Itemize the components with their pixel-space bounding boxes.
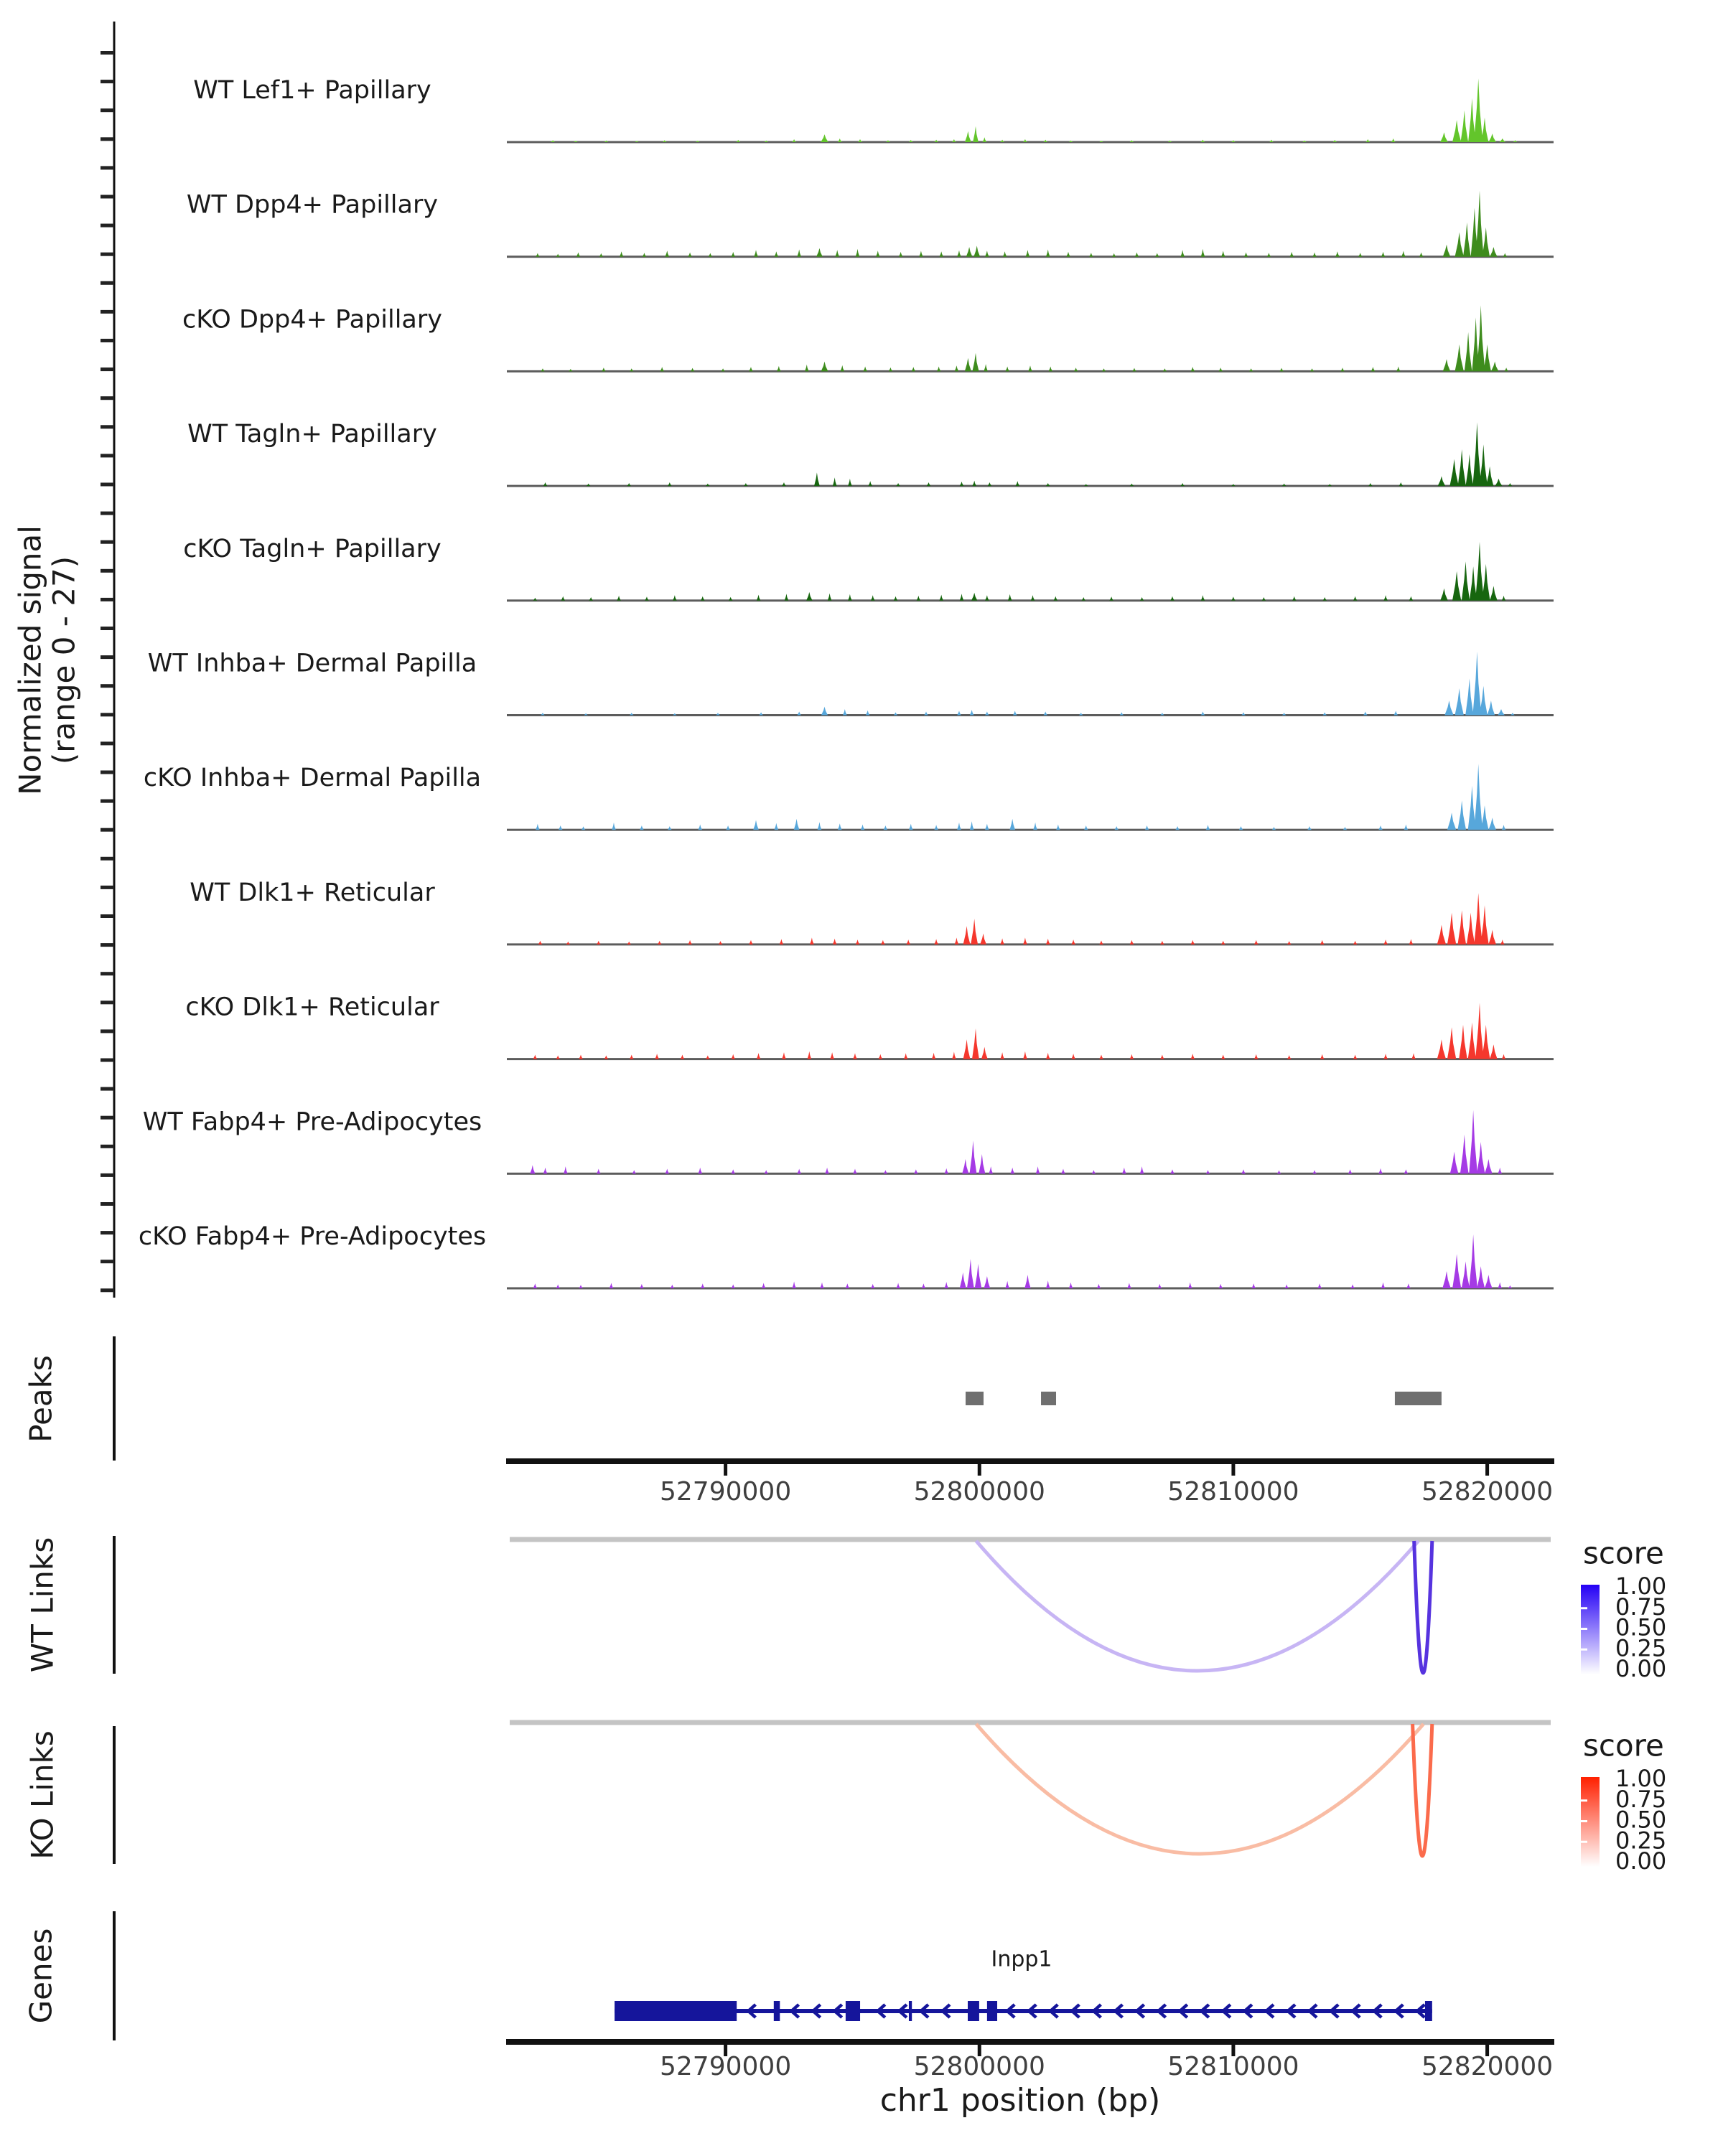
track-label: WT Tagln+ Papillary — [187, 420, 437, 449]
signal-track-area — [533, 542, 1506, 601]
track-baseline — [507, 1173, 1554, 1175]
signal-y-axis-tick — [101, 512, 114, 515]
track-label: cKO Dlk1+ Reticular — [185, 993, 439, 1022]
peak-interval-box — [1395, 1392, 1442, 1405]
signal-y-axis-tick — [101, 281, 114, 285]
gene-name-label: Inpp1 — [991, 1946, 1052, 1972]
score-colorbar-tick — [1581, 1820, 1587, 1822]
signal-y-axis-line — [113, 22, 116, 1298]
y-axis-title-line1: Normalized signal — [12, 525, 48, 795]
signal-y-axis-tick — [101, 741, 114, 745]
signal-track-area — [536, 764, 1505, 830]
signal-track-area — [541, 652, 1515, 716]
signal-y-axis-tick — [101, 483, 114, 487]
x-axis-2-tick-label: 52810000 — [1167, 2052, 1299, 2081]
track-label: WT Dlk1+ Reticular — [190, 878, 435, 907]
gene-exon-box — [615, 2001, 737, 2021]
genes-section-label: Genes — [23, 1928, 59, 2024]
wt-score-legend-tick-label: 1.00 — [1615, 1573, 1667, 1600]
signal-y-axis-tick — [101, 108, 114, 112]
signal-y-axis-tick — [101, 224, 114, 228]
score-colorbar-tick — [1581, 1607, 1587, 1609]
wt-score-legend-tick-label: 0.25 — [1615, 1634, 1667, 1662]
gene-exon-box — [987, 2001, 997, 2021]
wt-links-section-label: WT Links — [24, 1537, 60, 1673]
peak-interval-box — [1041, 1392, 1056, 1405]
wt-score-legend-title: score — [1583, 1535, 1664, 1571]
track-label: WT Lef1+ Papillary — [193, 76, 431, 105]
track-baseline — [507, 829, 1554, 831]
signal-y-axis-tick — [101, 627, 114, 630]
signal-y-axis-tick — [101, 972, 114, 975]
x-axis-2-tick-label: 52820000 — [1421, 2052, 1554, 2081]
x-axis-2-line — [506, 2039, 1554, 2045]
ko-links-bracket — [113, 1726, 116, 1864]
signal-track-area — [533, 1003, 1506, 1059]
signal-track-area — [543, 423, 1513, 487]
y-axis-title-line2: (range 0 - 27) — [46, 556, 82, 765]
signal-y-axis-tick — [101, 454, 114, 457]
x-axis-1-tick-label: 52800000 — [913, 1477, 1045, 1506]
score-colorbar-tick — [1581, 1799, 1587, 1801]
link-arc — [1413, 1724, 1432, 1856]
signal-y-axis-tick — [101, 396, 114, 400]
signal-y-axis-tick — [101, 1202, 114, 1206]
x-axis-1-tick — [724, 1464, 727, 1476]
ko-score-legend-tick-label: 0.50 — [1615, 1806, 1667, 1834]
track-baseline — [507, 485, 1554, 487]
genes-bracket — [113, 1911, 116, 2040]
peaks-section-label: Peaks — [23, 1355, 59, 1443]
track-baseline — [507, 599, 1554, 601]
track-label: cKO Tagln+ Papillary — [183, 534, 442, 563]
track-label: WT Inhba+ Dermal Papilla — [147, 649, 477, 678]
signal-y-axis-tick — [101, 828, 114, 832]
signal-y-axis-tick — [101, 598, 114, 601]
ko-score-legend-tick-label: 1.00 — [1615, 1765, 1667, 1792]
signal-y-axis-tick — [101, 540, 114, 544]
x-axis-2-tick-label: 52800000 — [913, 2052, 1045, 2081]
score-colorbar-tick — [1581, 1649, 1587, 1651]
signal-y-axis-tick — [101, 80, 114, 83]
wt-score-legend-tick-label: 0.00 — [1615, 1655, 1667, 1682]
signal-y-axis-tick — [101, 1260, 114, 1263]
signal-y-axis-tick — [101, 1231, 114, 1234]
track-label: cKO Inhba+ Dermal Papilla — [143, 764, 482, 793]
signal-y-axis-tick — [101, 886, 114, 889]
track-label: WT Fabp4+ Pre-Adipocytes — [142, 1107, 482, 1137]
track-label: cKO Dpp4+ Papillary — [182, 305, 442, 334]
x-axis-1-tick — [1231, 1464, 1235, 1476]
signal-y-axis-tick — [101, 1288, 114, 1292]
signal-y-axis-tick — [101, 137, 114, 141]
score-colorbar-tick — [1581, 1841, 1587, 1843]
x-axis-1-tick-label: 52810000 — [1167, 1477, 1299, 1506]
signal-y-axis-tick — [101, 1145, 114, 1148]
signal-y-axis-tick — [101, 655, 114, 659]
track-label: WT Dpp4+ Papillary — [186, 190, 439, 220]
signal-y-axis-tick — [101, 339, 114, 342]
signal-y-axis-tick — [101, 800, 114, 803]
x-axis-1-tick-label: 52790000 — [659, 1477, 792, 1506]
wt-score-legend-tick-label: 0.75 — [1615, 1593, 1667, 1621]
track-baseline — [507, 1058, 1554, 1060]
signal-y-axis-tick — [101, 166, 114, 169]
gene-exon-box — [1425, 2001, 1432, 2021]
track-baseline — [507, 256, 1554, 258]
signal-y-axis-tick — [101, 425, 114, 428]
signal-y-axis-tick — [101, 569, 114, 573]
x-axis-2-tick-label: 52790000 — [659, 2052, 792, 2081]
x-axis-1-tick-label: 52820000 — [1421, 1477, 1554, 1506]
signal-y-axis-tick — [101, 857, 114, 861]
signal-track-area — [541, 305, 1508, 371]
peaks-bracket — [113, 1336, 116, 1461]
wt-links-bracket — [113, 1536, 116, 1674]
signal-track-area — [530, 1110, 1502, 1174]
signal-track-area — [536, 191, 1507, 257]
link-arc — [976, 1541, 1419, 1671]
ko-score-legend-tick-label: 0.25 — [1615, 1827, 1667, 1855]
x-axis-1-tick — [978, 1464, 981, 1476]
signal-y-axis-tick — [101, 1059, 114, 1062]
signal-y-axis-tick — [101, 943, 114, 947]
signal-y-axis-tick — [101, 1087, 114, 1091]
gene-exon-box — [774, 2001, 780, 2021]
signal-y-axis-tick — [101, 1116, 114, 1120]
signal-y-axis-tick — [101, 771, 114, 774]
link-arc — [1414, 1541, 1432, 1673]
gene-exon-box — [968, 2001, 979, 2021]
track-baseline — [507, 943, 1554, 945]
signal-y-axis-tick — [101, 914, 114, 918]
ko-score-legend-tick-label: 0.75 — [1615, 1785, 1667, 1813]
signal-y-axis-tick — [101, 684, 114, 688]
links-baseline — [510, 1537, 1551, 1542]
ko-score-legend-title: score — [1583, 1728, 1664, 1763]
signal-y-axis-tick — [101, 1173, 114, 1177]
signal-track-area — [538, 893, 1505, 945]
track-label: cKO Fabp4+ Pre-Adipocytes — [138, 1222, 487, 1251]
signal-y-axis-tick — [101, 195, 114, 199]
gene-exon-box — [909, 2001, 912, 2021]
signal-y-axis-tick — [101, 1029, 114, 1033]
link-arc — [976, 1724, 1424, 1854]
signal-y-axis-tick — [101, 1000, 114, 1004]
x-axis-1-line — [506, 1458, 1554, 1464]
signal-y-axis-tick — [101, 51, 114, 55]
peak-interval-box — [966, 1392, 984, 1405]
signal-y-axis-tick — [101, 713, 114, 716]
signal-y-axis-tick — [101, 253, 114, 256]
signal-track-area — [551, 78, 1517, 142]
links-baseline — [510, 1720, 1551, 1725]
ko-score-legend-tick-label: 0.00 — [1615, 1847, 1667, 1875]
x-axis-1-tick — [1485, 1464, 1489, 1476]
ko-links-section-label: KO Links — [24, 1730, 60, 1860]
gene-exon-box — [846, 2001, 860, 2021]
score-colorbar-tick — [1581, 1628, 1587, 1630]
signal-y-axis-tick — [101, 367, 114, 371]
signal-y-axis-tick — [101, 310, 114, 314]
x-axis-title: chr1 position (bp) — [879, 2082, 1161, 2119]
wt-score-legend-tick-label: 0.50 — [1615, 1613, 1667, 1641]
signal-track-area — [533, 1234, 1513, 1288]
